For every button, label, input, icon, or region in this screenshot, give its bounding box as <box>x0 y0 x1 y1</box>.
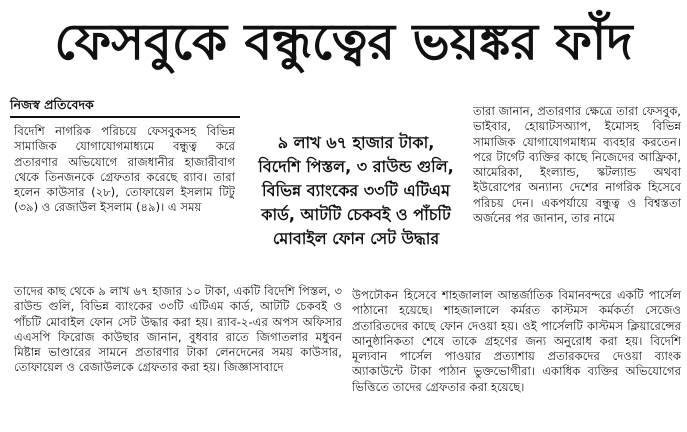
article-paragraph: তাদের কাছ থেকে ৯ লাখ ৬৭ হাজার ১০ টাকা, একটি বিদেশি পিস্তল, ৩ রাউন্ড গুলি, বিভিন্ন ব্যাংকের ৩৩টি এটিএম কার্ড, আটটি চেকবই ও পাঁচটি মোবাইল ফোন সেট উদ্ধার করা হয়। র‌্যাব-২-এর অপস অফিসার এএসপি ফিরোজ কাউছার জানান, বুধবার রাতে জিগাতলার মধুবন মিষ্টান্ন ভাণ্ডারের সামনে প্রতারণার টাকা লেনদেনের সময় কাউসার, তোফায়েল ও রেজাউলকে গ্রেফতার করা হয়। জিজ্ঞাসাবাদে <box>14 284 342 375</box>
byline: নিজস্ব প্রতিবেদক <box>10 97 94 112</box>
highlight-box <box>246 97 466 285</box>
headline: ফেসবুকে বন্ধুত্বের ভয়ঙ্কর ফাঁদ <box>54 11 633 71</box>
article-paragraph: তারা জানান, প্রতারণার ক্ষেত্রে তারা ফেসবুক, ভাইবার, হোয়াটসঅ্যাপ, ইমোসহ বিভিন্ন সামাজিক যোগাযোগমাধ্যম ব্যবহার করতেন। পরে টার্গেট ব্যক্তির কাছে নিজেদের আফ্রিকা, আমেরিকা, ইংল্যান্ড, স্কটল্যান্ড অথবা ইউরোপের অন্যান্য দেশের নাগরিক হিসেবে পরিচয় দেন। একপর্যায়ে বন্ধুত্ব ও বিশ্বস্ততা অর্জনের পর জানান, তার নামে <box>473 104 681 226</box>
article-column-bottom-right <box>352 288 681 400</box>
article-paragraph: উপঢৌকন হিসেবে শাহজালাল আন্তর্জাতিক বিমানবন্দরে একটি পার্সেল পাঠানো হয়েছে। শাহজালালে কর্মরত কাস্টমস কর্মকর্তা সেজেও প্রতারিতদের কাছে ফোন দেওয়া হয়। ওই পার্সেলটি কাস্টমস ক্লিয়ারেন্সের আনুষ্ঠানিকতা শেষে তাকে গ্রহণের জন্য অনুরোধ করা হয়। বিদেশি মূল্যবান পার্সেল পাওয়ার প্রত্যাশায় প্রতারকদের দেওয়া ব্যাংক অ্যাকাউন্টে টাকা পাঠান ভুক্তভোগীরা। একাধিক ব্যক্তির অভিযোগের ভিত্তিতে তাদের গ্রেফতার করা হয়েছে। <box>352 288 681 394</box>
byline-divider <box>10 116 240 118</box>
article-column-left <box>14 124 235 284</box>
article-column-bottom-left <box>14 284 342 424</box>
article-paragraph: বিদেশি নাগরিক পরিচয়ে ফেসবুকসহ বিভিন্ন সামাজিক যোগাযোগমাধ্যমে বন্ধুত্ব করে প্রতারণার অভিযোগে রাজধানীর হাজারীবাগ থেকে তিনজনকে গ্রেফতার করেছে র‌্যাব। তারা হলেন কাউসার (২৮), তোফায়েল ইসলাম টিটু (৩৯) ও রেজাউল ইসলাম (৪৯)। এ সময় <box>14 124 235 215</box>
highlight-text: ৯ লাখ ৬৭ হাজার টাকা, বিদেশি পিস্তল, ৩ রাউন্ড গুলি, বিভিন্ন ব্যাংকের ৩৩টি এটিএম কার্ড, আটটি চেকবই ও পাঁচটি মোবাইল ফোন সেট উদ্ধার <box>258 133 454 248</box>
article-column-right <box>473 104 681 289</box>
